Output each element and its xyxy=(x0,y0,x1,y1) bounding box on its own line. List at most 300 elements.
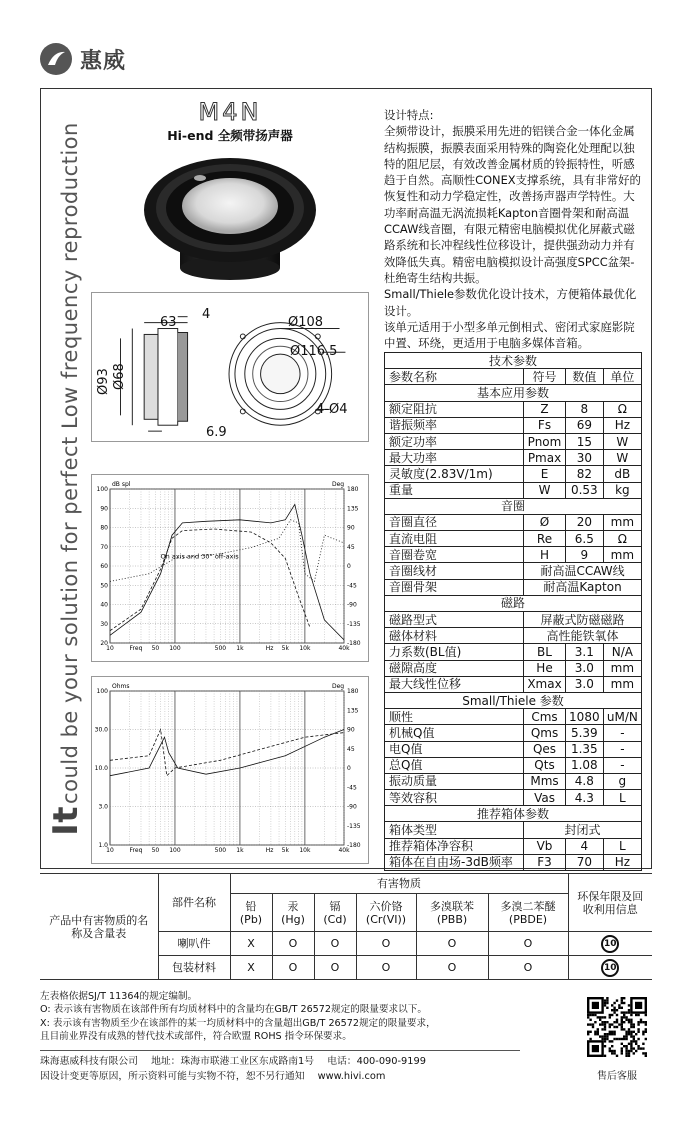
qr-module xyxy=(635,1033,637,1035)
deg-tick-label: 180 xyxy=(347,688,359,695)
qr-module xyxy=(611,1023,613,1025)
x-tick-label: 50 xyxy=(151,847,160,854)
param-unit: - xyxy=(603,757,641,773)
qr-module xyxy=(604,1033,606,1035)
param-symbol: Re xyxy=(524,531,566,547)
qr-module xyxy=(613,1033,615,1035)
qr-module xyxy=(642,1052,644,1054)
qr-module xyxy=(630,1033,632,1035)
qr-module xyxy=(645,1021,647,1023)
desc-para-2: Small/Thiele参数优化设计技术，方便箱体最优化设计。 xyxy=(384,287,637,318)
qr-module xyxy=(645,1014,647,1016)
qr-code-icon[interactable] xyxy=(587,997,647,1057)
qr-module xyxy=(633,1035,635,1037)
param-name: 磁路型式 xyxy=(385,612,524,628)
hazard-mark: O xyxy=(356,932,416,956)
qr-module xyxy=(630,1035,632,1037)
qr-module xyxy=(637,1031,639,1033)
brand-logo xyxy=(40,40,126,78)
qr-module xyxy=(623,997,625,999)
qr-module xyxy=(616,1019,618,1021)
spec-header-row xyxy=(385,369,642,385)
qr-module xyxy=(623,1014,625,1016)
param-unit: mm xyxy=(603,514,641,530)
param-value: 1.35 xyxy=(565,741,603,757)
spec-row xyxy=(385,531,642,547)
qr-module xyxy=(594,1033,596,1035)
qr-module xyxy=(601,1016,603,1018)
y-tick-label: 1.0 xyxy=(98,842,108,849)
qr-module xyxy=(640,1019,642,1021)
deg-tick-label: 90 xyxy=(347,726,355,734)
qr-module xyxy=(606,1007,608,1009)
qr-module xyxy=(606,1038,608,1040)
qr-module xyxy=(633,1052,635,1054)
param-symbol: Vas xyxy=(524,790,566,806)
impedance-svg xyxy=(92,677,368,863)
qr-module xyxy=(642,1043,644,1045)
spec-header: 参数名称 xyxy=(385,369,524,385)
spec-row xyxy=(385,466,642,482)
param-value: 3.0 xyxy=(565,676,603,692)
qr-module xyxy=(630,1047,632,1049)
qr-module xyxy=(623,1011,625,1013)
spec-row xyxy=(385,773,642,789)
param-name: 额定阻抗 xyxy=(385,401,524,417)
hazard-mark: O xyxy=(416,932,488,956)
disclaimer: 因设计变更等原因，所示资料可能与实物不符，恕不另行通知 xyxy=(40,1071,305,1082)
spec-section-row xyxy=(385,806,642,822)
speaker-photo xyxy=(140,148,320,286)
qr-module xyxy=(601,1035,603,1037)
qr-module xyxy=(621,1028,623,1030)
param-symbol: Qes xyxy=(524,741,566,757)
qr-module xyxy=(625,1019,627,1021)
qr-module xyxy=(628,1004,630,1006)
spec-section: 推荐箱体参数 xyxy=(385,806,642,822)
qr-module xyxy=(604,1016,606,1018)
deg-tick-label: -90 xyxy=(347,803,357,811)
env-period-badge-icon: 10 xyxy=(601,935,619,953)
qr-module xyxy=(618,1038,620,1040)
deg-tick-label: 90 xyxy=(347,524,355,532)
deg-tick-label: 45 xyxy=(347,543,355,551)
y-tick-label: 60 xyxy=(100,563,108,570)
qr-module xyxy=(630,1019,632,1021)
deg-label: Deg xyxy=(332,683,345,690)
param-symbol: Mms xyxy=(524,773,566,789)
qr-module xyxy=(597,1028,599,1030)
deg-tick-label: -45 xyxy=(347,784,357,792)
param-unit: g xyxy=(603,773,641,789)
qr-module xyxy=(613,1011,615,1013)
qr-module xyxy=(621,1019,623,1021)
param-unit: mm xyxy=(603,660,641,676)
spec-section-row xyxy=(385,353,642,369)
qr-module xyxy=(625,1016,627,1018)
qr-module xyxy=(637,1047,639,1049)
spec-section-row xyxy=(385,692,642,708)
param-unit: uM/N xyxy=(603,709,641,725)
param-value: 70 xyxy=(565,854,603,870)
param-value: 屏蔽式防磁磁路 xyxy=(524,612,642,628)
spec-section-row xyxy=(385,385,642,401)
company-phone: 电话：400-090-9199 xyxy=(327,1056,426,1067)
qr-module xyxy=(613,1052,615,1054)
qr-module xyxy=(597,1033,599,1035)
qr-module xyxy=(613,1026,615,1028)
qr-module xyxy=(621,1047,623,1049)
qr-module xyxy=(606,999,608,1001)
qr-module xyxy=(601,1028,603,1030)
param-name: 重量 xyxy=(385,482,524,498)
qr-module xyxy=(635,1014,637,1016)
deg-tick-label: 135 xyxy=(347,707,359,715)
param-symbol: E xyxy=(524,466,566,482)
qr-module xyxy=(625,1035,627,1037)
deg-tick-label: -45 xyxy=(347,582,357,590)
param-name: 振动质量 xyxy=(385,773,524,789)
spec-row xyxy=(385,741,642,757)
company-name: 珠海惠威科技有限公司 xyxy=(40,1056,138,1067)
param-symbol: H xyxy=(524,547,566,563)
qr-module xyxy=(613,1009,615,1011)
hazard-row-label: 产品中有害物质的名称及含量表 xyxy=(40,874,158,980)
spec-row xyxy=(385,579,642,595)
param-name: 推荐箱体净容积 xyxy=(385,838,524,854)
deg-tick-label: 45 xyxy=(347,745,355,753)
param-name: 顺性 xyxy=(385,709,524,725)
spec-row xyxy=(385,822,642,838)
x-tick-label: 10 xyxy=(106,847,114,854)
qr-module xyxy=(611,1045,613,1047)
qr-module xyxy=(621,1052,623,1054)
qr-module xyxy=(645,1023,647,1025)
y-tick-label: 30.0 xyxy=(94,726,108,734)
qr-module xyxy=(604,1021,606,1023)
qr-module xyxy=(637,1028,639,1030)
note-line: 左表格依据SJ/T 11364的规定编制。 xyxy=(40,991,198,1002)
param-value: 4 xyxy=(565,838,603,854)
qr-module xyxy=(601,1021,603,1023)
deg-tick-label: -135 xyxy=(347,822,361,830)
footer xyxy=(40,1050,520,1084)
recycle-cell xyxy=(568,956,652,980)
spec-row xyxy=(385,709,642,725)
hazard-part-name: 包装材料 xyxy=(158,956,230,980)
y-tick-label: 30 xyxy=(100,620,108,628)
qr-module xyxy=(628,1028,630,1030)
qr-module xyxy=(642,1047,644,1049)
param-value: 4.8 xyxy=(565,773,603,789)
deg-tick-label: -90 xyxy=(347,601,357,609)
qr-module xyxy=(609,1050,611,1052)
qr-module xyxy=(594,1031,596,1033)
param-unit: Hz xyxy=(603,417,641,433)
qr-module xyxy=(609,1023,611,1025)
qr-module xyxy=(613,1038,615,1040)
param-unit: kg xyxy=(603,482,641,498)
param-symbol: Fs xyxy=(524,417,566,433)
qr-module xyxy=(621,1043,623,1045)
param-unit: W xyxy=(603,433,641,449)
qr-module xyxy=(609,1031,611,1033)
qr-module xyxy=(625,1055,627,1057)
dim-outer: Ø108 xyxy=(288,315,324,330)
website-link[interactable]: www.hivi.com xyxy=(317,1071,386,1082)
qr-module xyxy=(587,1023,589,1025)
graph-annotation: On axis and 30° off-axis xyxy=(160,552,239,561)
deg-tick-label: -135 xyxy=(347,620,361,628)
qr-module xyxy=(604,999,606,1001)
dim-flange: 4 xyxy=(202,307,211,322)
qr-module xyxy=(613,1002,615,1004)
deg-label: Deg xyxy=(332,481,345,488)
qr-module xyxy=(587,1016,589,1018)
x-tick-label: 5k xyxy=(281,847,289,854)
qr-module xyxy=(611,1031,613,1033)
param-name: 谐振频率 xyxy=(385,417,524,433)
spec-row xyxy=(385,838,642,854)
qr-module xyxy=(599,1019,601,1021)
x-tick-label: 100 xyxy=(169,645,181,652)
qr-module xyxy=(637,1023,639,1025)
spec-header: 单位 xyxy=(603,369,641,385)
vertical-slogan xyxy=(46,96,86,862)
freq-label: Freq xyxy=(129,645,143,652)
spec-header: 符号 xyxy=(524,369,566,385)
y-tick-label: 70 xyxy=(100,543,108,551)
spec-section: 基本应用参数 xyxy=(385,385,642,401)
x-tick-label: 40k xyxy=(338,847,350,854)
qr-module xyxy=(611,1033,613,1035)
qr-finder-center xyxy=(635,1002,642,1009)
param-unit: - xyxy=(603,725,641,741)
qr-module xyxy=(613,1021,615,1023)
y-tick-label: 20 xyxy=(100,640,108,647)
x-tick-label: 10k xyxy=(299,847,311,854)
qr-module xyxy=(625,1031,627,1033)
qr-module xyxy=(604,1023,606,1025)
qr-module xyxy=(604,1026,606,1028)
spec-row xyxy=(385,514,642,530)
qr-module xyxy=(645,1055,647,1057)
hazard-mark: O xyxy=(314,932,356,956)
param-symbol: Pmax xyxy=(524,450,566,466)
param-unit: Ω xyxy=(603,531,641,547)
qr-module xyxy=(604,1045,606,1047)
y-tick-label: 90 xyxy=(100,505,108,513)
param-name: 音圈骨架 xyxy=(385,579,524,595)
x-tick-label: 5k xyxy=(281,645,289,652)
x-tick-label: 10 xyxy=(106,645,114,652)
hazard-group-header: 有害物质 xyxy=(230,874,568,894)
qr-module xyxy=(611,1040,613,1042)
qr-module xyxy=(623,1035,625,1037)
dim-bottom: 6.9 xyxy=(206,425,227,440)
hazard-part-name: 喇叭件 xyxy=(158,932,230,956)
qr-module xyxy=(633,1047,635,1049)
qr-module xyxy=(613,1007,615,1009)
qr-module xyxy=(618,1004,620,1006)
qr-module xyxy=(589,1038,591,1040)
qr-module xyxy=(633,1038,635,1040)
qr-module xyxy=(604,1028,606,1030)
param-symbol: Vb xyxy=(524,838,566,854)
param-symbol: Z xyxy=(524,401,566,417)
qr-module xyxy=(633,1040,635,1042)
qr-module xyxy=(637,1038,639,1040)
recycle-cell xyxy=(568,932,652,956)
spec-row xyxy=(385,547,642,563)
param-symbol: Qts xyxy=(524,757,566,773)
param-name: 最大线性位移 xyxy=(385,676,524,692)
param-value: 9 xyxy=(565,547,603,563)
qr-module xyxy=(589,1014,591,1016)
qr-module xyxy=(633,1023,635,1025)
qr-module xyxy=(609,1033,611,1035)
qr-module xyxy=(621,1007,623,1009)
param-value: 封闭式 xyxy=(524,822,642,838)
qr-module xyxy=(628,1043,630,1045)
qr-module xyxy=(621,1021,623,1023)
qr-module xyxy=(601,1038,603,1040)
qr-module xyxy=(621,1050,623,1052)
spec-row xyxy=(385,725,642,741)
desc-para-1: 全频带设计，振膜采用先进的铝镁合金一体化金属结构振膜，振膜表面采用特殊的陶瓷化处理配以独特的阻尼层，有效改善金属材质的铃振特性，听感趋于自然。高顺性CONEX支撑系统，具有非常好的恢复性和动力学稳定性，改善扬声器声学特性。大功率耐高温无涡流损耗Kapton音圈骨架和耐高温CCAW线音圈，有限元精密电脑模拟优化屏蔽式磁路系统和长冲程线性位移设计，提供强劲动力并有效降低失真。精密电脑模拟设计高强度SPCC盆架-杜绝寄生结构共振。 xyxy=(384,124,641,285)
param-name: 音圈卷宽 xyxy=(385,547,524,563)
qr-module xyxy=(628,1033,630,1035)
qr-module xyxy=(623,1038,625,1040)
qr-module xyxy=(589,1023,591,1025)
qr-module xyxy=(630,1021,632,1023)
param-name: 最大功率 xyxy=(385,450,524,466)
qr-module xyxy=(635,1050,637,1052)
qr-module xyxy=(609,1047,611,1049)
logo-mark-icon xyxy=(40,43,72,75)
qr-module xyxy=(604,1004,606,1006)
qr-module xyxy=(592,1014,594,1016)
y-tick-label: 100 xyxy=(96,486,108,493)
qr-module xyxy=(642,1021,644,1023)
design-description xyxy=(384,107,642,351)
spec-row xyxy=(385,628,642,644)
qr-module xyxy=(637,1014,639,1016)
param-unit: N/A xyxy=(603,644,641,660)
qr-module xyxy=(613,1031,615,1033)
spec-row xyxy=(385,417,642,433)
x-tick-label: 1k xyxy=(236,645,244,652)
qr-module xyxy=(604,1055,606,1057)
qr-module xyxy=(592,1023,594,1025)
substance-header: 铅 (Pb) xyxy=(230,894,272,932)
y-tick-label: 80 xyxy=(100,524,108,532)
substance-header: 多溴二苯醚 (PBDE) xyxy=(488,894,568,932)
qr-module xyxy=(628,1055,630,1057)
qr-module xyxy=(635,1040,637,1042)
y-tick-label: 10.0 xyxy=(94,765,108,772)
param-value: 15 xyxy=(565,433,603,449)
param-name: 电Q值 xyxy=(385,741,524,757)
y-tick-label: 50 xyxy=(100,582,108,590)
hazard-mark: O xyxy=(272,956,314,980)
param-value: 3.1 xyxy=(565,644,603,660)
hazard-part-header: 部件名称 xyxy=(158,874,230,932)
param-unit: W xyxy=(603,450,641,466)
x-tick-label: 50 xyxy=(151,645,160,652)
spec-row xyxy=(385,644,642,660)
qr-module xyxy=(625,1011,627,1013)
qr-module xyxy=(606,1002,608,1004)
substance-header: 镉 (Cd) xyxy=(314,894,356,932)
param-unit: dB xyxy=(603,466,641,482)
qr-module xyxy=(628,1021,630,1023)
qr-module xyxy=(604,1040,606,1042)
spec-row xyxy=(385,676,642,692)
hazard-mark: X xyxy=(230,956,272,980)
dim-mount: Ø116.5 xyxy=(290,344,338,359)
qr-module xyxy=(642,1033,644,1035)
qr-module xyxy=(630,1050,632,1052)
qr-module xyxy=(616,1038,618,1040)
freq-label: Freq xyxy=(129,847,143,854)
slogan-initial: It xyxy=(46,805,86,836)
qr-module xyxy=(633,1026,635,1028)
qr-module xyxy=(630,1014,632,1016)
param-symbol: Xmax xyxy=(524,676,566,692)
param-symbol: Qms xyxy=(524,725,566,741)
param-symbol: F3 xyxy=(524,854,566,870)
spec-section: 音圈 xyxy=(385,498,642,514)
param-unit: - xyxy=(603,741,641,757)
param-value: 1080 xyxy=(565,709,603,725)
qr-module xyxy=(594,1021,596,1023)
x-tick-label: 500 xyxy=(214,645,227,652)
param-name: 总Q值 xyxy=(385,757,524,773)
qr-module xyxy=(587,1014,589,1016)
spec-row xyxy=(385,433,642,449)
hazard-mark: O xyxy=(416,956,488,980)
y-tick-label: 100 xyxy=(96,688,108,695)
qr-module xyxy=(628,1052,630,1054)
spec-row xyxy=(385,563,642,579)
qr-module xyxy=(628,1011,630,1013)
qr-module xyxy=(630,1026,632,1028)
qr-module xyxy=(623,1021,625,1023)
param-name: 力系数(BL值) xyxy=(385,644,524,660)
param-unit: L xyxy=(603,838,641,854)
spec-row xyxy=(385,612,642,628)
qr-module xyxy=(630,1031,632,1033)
qr-module xyxy=(599,1023,601,1025)
qr-module xyxy=(599,1016,601,1018)
qr-module xyxy=(640,1021,642,1023)
spec-row xyxy=(385,450,642,466)
desc-para-3: 该单元适用于小型多单元倒相式、密闭式家庭影院中置、环绕，更适用于电脑多媒体音箱。 xyxy=(384,319,635,351)
param-name: 音圈直径 xyxy=(385,514,524,530)
param-value: 耐高温Kapton xyxy=(524,579,642,595)
qr-module xyxy=(599,1035,601,1037)
spec-section: 磁路 xyxy=(385,595,642,611)
param-name: 等效容积 xyxy=(385,790,524,806)
qr-module xyxy=(645,1038,647,1040)
param-name: 箱体在自由场-3dB频率 xyxy=(385,854,524,870)
param-symbol: He xyxy=(524,660,566,676)
desc-title: 设计特点: xyxy=(384,108,434,122)
qr-module xyxy=(630,1023,632,1025)
qr-module xyxy=(597,1031,599,1033)
qr-module xyxy=(616,1026,618,1028)
